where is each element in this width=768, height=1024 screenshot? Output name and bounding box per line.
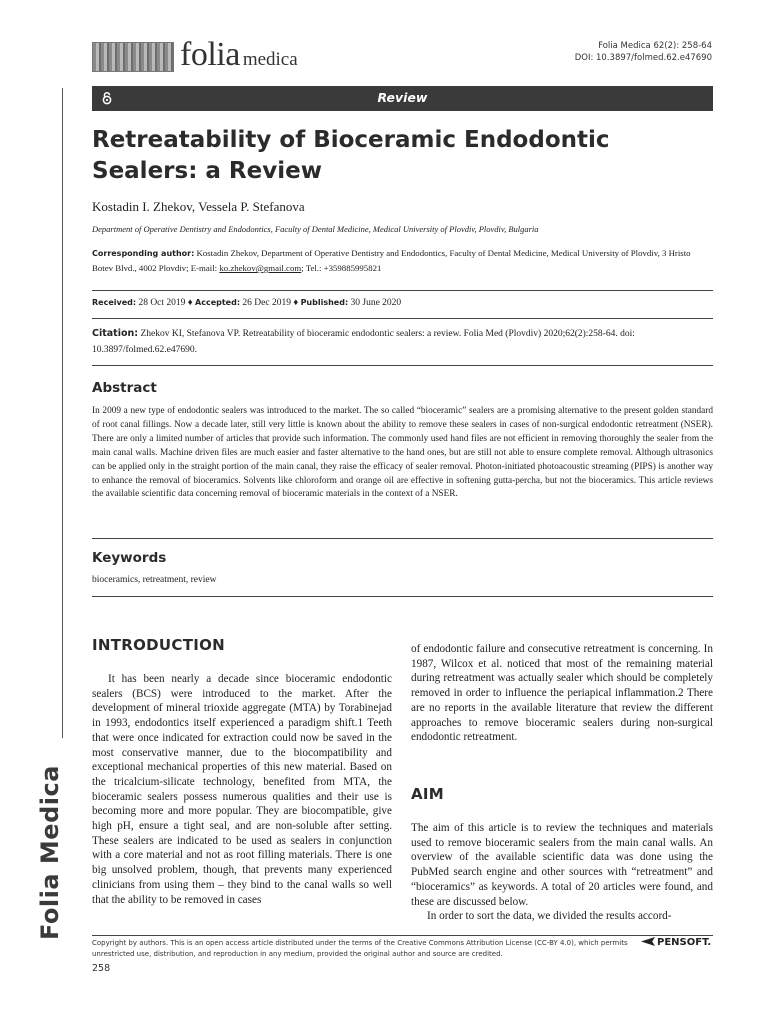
keywords-heading: Keywords xyxy=(92,550,167,566)
introduction-text-left: It has been nearly a decade since bioceramic endodontic sealers (BCS) were introduced to the market. After the development of mineral trioxide aggregate (MTA) by Torabinejad in 1993, endodontics itself experienced a paradigm shift.1 Teeth that were once indicated for extraction could now be saved in the most conservative manner, due to the biocompatibility and exceptional mechanical properties of this new material. Based on the tricalcium-silicate technology, benefited from MTA, the bioceramic sealers possess numerous qualities and their use is becoming more and more popular. They are biocompatible, give high pH, ensure a tight seal, and are non-soluble after setting. These sealers are indicated to be used as sealers in conjunction with a core material and not as root filling materials. There is one big unsolved problem, though, that prevents many experienced clinicians from using them – they bind to the canal walls so well that the ability to be removed in cases xyxy=(92,673,392,906)
divider xyxy=(92,538,713,539)
pensoft-bird-icon xyxy=(641,937,655,946)
page-number: 258 xyxy=(92,963,111,974)
published-date: 30 June 2020 xyxy=(350,298,402,308)
corresponding-author xyxy=(92,246,712,276)
divider xyxy=(92,365,713,366)
date-separator: ♦ xyxy=(187,298,193,308)
received-date: 28 Oct 2019 xyxy=(138,298,186,308)
abstract-heading: Abstract xyxy=(92,380,157,396)
received-label: Received: xyxy=(92,298,137,307)
affiliation: Department of Operative Dentistry and Endodontics, Faculty of Dental Medicine, Medical University of Plovdiv, Plovdiv, Bulgaria xyxy=(92,224,539,234)
introduction-heading: INTRODUCTION xyxy=(92,636,226,654)
divider xyxy=(92,318,713,319)
aim-paragraph-2: In order to sort the data, we divided the results accord- xyxy=(427,910,672,923)
date-separator: ♦ xyxy=(293,298,299,308)
citation-label: Citation: xyxy=(92,328,139,339)
footer-divider xyxy=(92,935,713,936)
aim-heading: AIM xyxy=(411,785,445,803)
logo-folia-text: folia xyxy=(180,36,240,73)
abstract-text: In 2009 a new type of endodontic sealers was introduced to the market. The so called “bioceramic” sealers are a promising alternative to the present golden standard of root canal fillings. Now a decade later, still very little is known about the ability to remove these sealers in cases of non-surgical endodontic retreatment (NSER). There are only a limited number of articles that provide such information. The commonly used hand files are not efficient in removing thoroughly the sealer from the main canal walls. Machine driven files are much easier and faster alternative to the hand ones, but are still not able to ensure complete removal. Although ultrasonics can be applied only in the straight portion of the main canal, they raise the efficacy of sealer removal. Photon-initiated photoacoustic streaming (PIPS) is another way to enhance the removal of bioceramics. Solvents like chloroform and orange oil are effective in softening gutta-percha, but not the bioceramics. This article reviews the available scientific data concerning removal of bioceramic materials in the context of a NSER. xyxy=(92,406,713,500)
publisher-name: PENSOFT. xyxy=(657,937,712,948)
journal-doi[interactable]: DOI: 10.3897/folmed.62.e47690 xyxy=(574,53,712,63)
corresponding-text: Kostadin Zhekov, Department of Operative Dentistry and Endodontics, Faculty of Dental Medicine, Medical University of Plovdiv, 3 Hristo Botev Blvd., 4002 Plovdiv; E-mail: xyxy=(92,248,691,273)
article-type-banner xyxy=(92,86,713,111)
aim-paragraph-1: The aim of this article is to review the techniques and materials used to remove bioceramic sealers from the main canal walls. An overview of the available scientific data was done using the PubMed search engine and other sources with “retreatment” and “bioceramics” as keywords. A total of 20 articles were found, and these are discussed below. xyxy=(411,822,713,908)
side-journal-label: Folia Medica xyxy=(36,765,64,940)
aim-text xyxy=(411,821,713,924)
corresponding-tel: ; Tel.: +359885995821 xyxy=(301,263,382,273)
corresponding-email-link[interactable]: ko.zhekov@gmail.com xyxy=(219,263,302,273)
publisher-logo xyxy=(641,937,711,948)
logo-medica-text: medica xyxy=(242,49,298,70)
authors: Kostadin I. Zhekov, Vessela P. Stefanova xyxy=(92,199,305,214)
corresponding-label: Corresponding author: xyxy=(92,249,195,258)
article-dates xyxy=(92,298,401,308)
article-title: Retreatability of Bioceramic Endodontic Sealers: a Review xyxy=(92,127,610,184)
accepted-date: 26 Dec 2019 xyxy=(242,298,291,308)
divider xyxy=(92,290,713,291)
divider xyxy=(92,596,713,597)
journal-logo xyxy=(180,36,298,74)
journal-info xyxy=(575,40,712,64)
side-divider xyxy=(62,88,63,738)
keywords-text: bioceramics, retreatment, review xyxy=(92,575,217,585)
introduction-text-right: of endodontic failure and consecutive retreatment is concerning. In 1987, Wilcox et al. noticed that most of the remaining material during retreatment was actually sealer which should be completely removed in order to influence the periapical inflammation.2 There are no reports in the available literature that review the different approaches to remove bioceramic sealers during non-surgical endodontic retreatment. xyxy=(411,643,713,744)
published-label: Published: xyxy=(300,298,349,307)
article-type-label: Review xyxy=(377,90,428,105)
license-notice: Copyright by authors. This is an open access article distributed under the terms of the Creative Commons Attribution License (CC-BY 4.0), which permits unrestricted use, distribution, and reproduction in any medium, provided the original author and source are credited. xyxy=(92,939,628,958)
journal-issue: Folia Medica 62(2): 258-64 xyxy=(598,41,712,51)
citation xyxy=(92,326,713,358)
journal-logo-image xyxy=(92,42,174,72)
citation-text: Zhekov KI, Stefanova VP. Retreatability of bioceramic endodontic sealers: a review. Folia Med (Plovdiv) 2020;62(2):258-64. doi: 10.3897/folmed.62.e47690. xyxy=(92,329,635,355)
accepted-label: Accepted: xyxy=(195,298,241,307)
